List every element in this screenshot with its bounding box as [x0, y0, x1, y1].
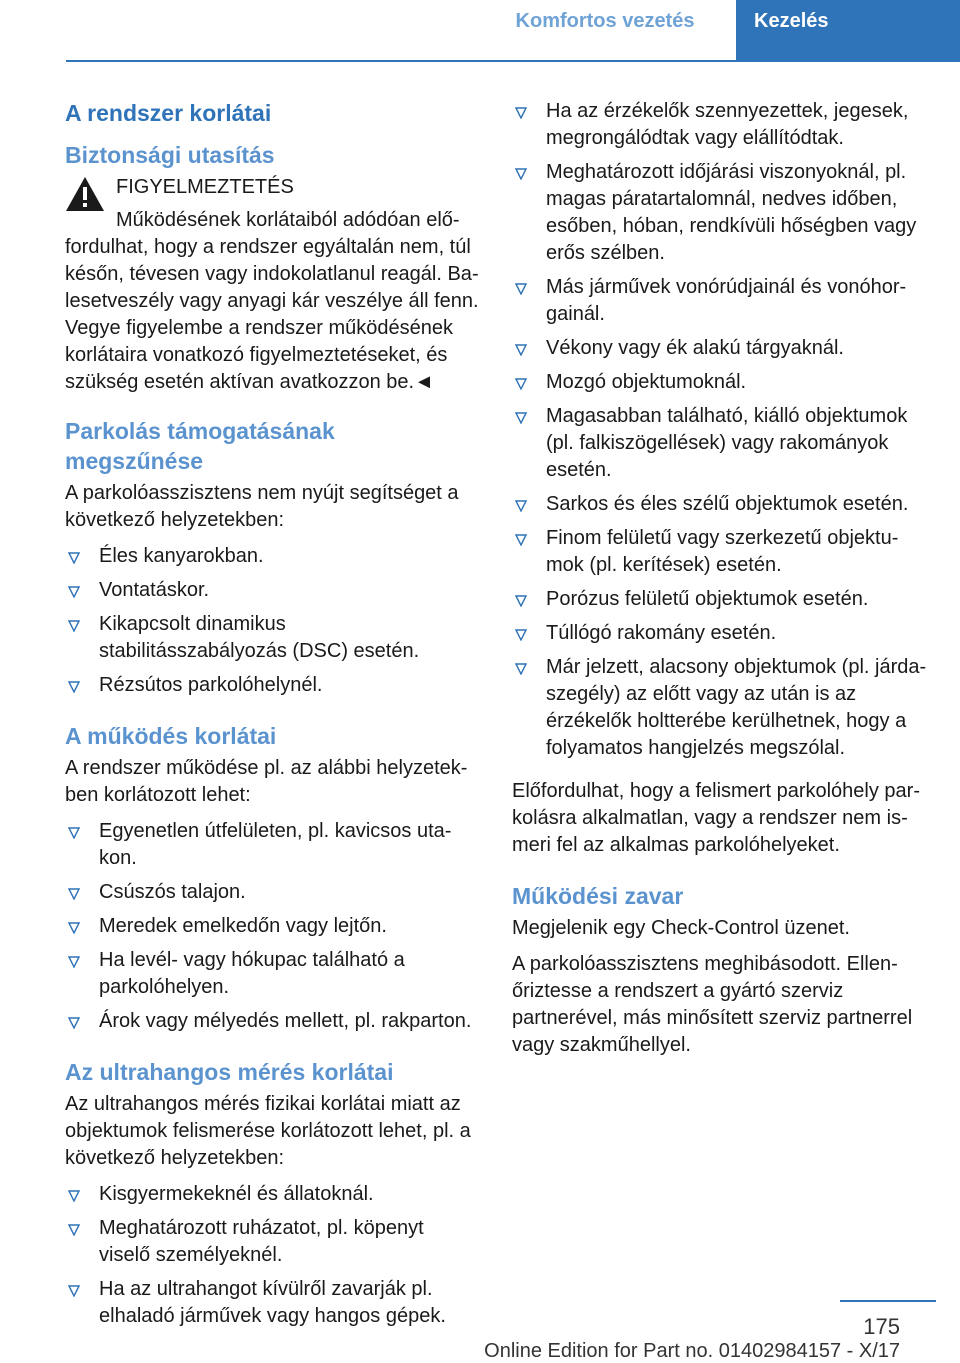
- list-item-text: Egyenetlen útfelületen, pl. kavicsos utakon.: [99, 820, 452, 869]
- bullet-triangle-icon: [68, 922, 80, 934]
- list-item-text: Meghatározott ruházatot, pl. köpenyt viselő személyeknél.: [99, 1217, 424, 1266]
- list-item: [65, 1008, 479, 1035]
- ultra-list-continued: [512, 98, 927, 762]
- list-item: [65, 913, 479, 940]
- breadcrumb-section-label: Komfortos vezetés: [515, 10, 695, 32]
- list-item: [512, 335, 927, 362]
- list-item: [65, 1215, 479, 1269]
- footer-rule: [840, 1300, 936, 1302]
- list-item-text: Meghatározott időjárási viszonyoknál, pl. magas páratartalomnál, nedves időben, esőben, hóban, rendkívüli hőségben vagy erős szélben.: [546, 161, 917, 264]
- edition-text: Online Edition for Part no. 01402984157 - X/17: [484, 1340, 900, 1362]
- list-item: [512, 525, 927, 579]
- bullet-triangle-icon: [68, 586, 80, 598]
- list-item-text: Sarkos és éles szélű objektumok esetén.: [546, 493, 909, 515]
- list-item-text: Rézsútos parkolóhelynél.: [99, 674, 323, 696]
- left-column: [65, 98, 479, 1346]
- bullet-triangle-icon: [68, 827, 80, 839]
- breadcrumb-section[interactable]: [475, 0, 735, 60]
- list-item-text: Vontatáskor.: [99, 579, 210, 601]
- list-item: [65, 577, 479, 604]
- list-item: [65, 543, 479, 570]
- ultra-heading: Az ultrahangos mérés korlátai: [65, 1059, 394, 1085]
- ultra-intro: Az ultrahangos mérés fizikai korlátai miatt az objektumok felismerése korlátozott lehet, pl. a következő helyzetekben:: [65, 1093, 471, 1169]
- list-item: [65, 611, 479, 665]
- park-list: [65, 543, 479, 699]
- list-item: [512, 586, 927, 613]
- bullet-triangle-icon: [68, 1285, 80, 1297]
- bullet-triangle-icon: [515, 168, 527, 180]
- list-item: [512, 403, 927, 484]
- list-item-text: Csúszós talajon.: [99, 881, 246, 903]
- bullet-triangle-icon: [68, 552, 80, 564]
- bullet-triangle-icon: [68, 888, 80, 900]
- park-heading: Parkolás támogatásának megszűnése: [65, 418, 335, 474]
- list-item: [65, 879, 479, 906]
- bullet-triangle-icon: [515, 412, 527, 424]
- list-item-text: Ha az ultrahangot kívülről zavarják pl. elhaladó járművek vagy hangos gépek.: [99, 1278, 446, 1327]
- bullet-triangle-icon: [515, 663, 527, 675]
- bullet-triangle-icon: [515, 595, 527, 607]
- page-title: A rendszer korlátai: [65, 100, 272, 126]
- bullet-triangle-icon: [515, 629, 527, 641]
- bullet-triangle-icon: [68, 1224, 80, 1236]
- limits-heading: A működés korlátai: [65, 723, 277, 749]
- list-item-text: Porózus felületű objektumok esetén.: [546, 588, 869, 610]
- list-item: [512, 491, 927, 518]
- bullet-triangle-icon: [68, 1190, 80, 1202]
- list-item-text: Meredek emelkedőn vagy lejtőn.: [99, 915, 387, 937]
- right-column: [512, 98, 927, 1068]
- bullet-triangle-icon: [515, 107, 527, 119]
- list-item-text: Kikapcsolt dinamikus stabilitásszabályozás (DSC) esetén.: [99, 613, 420, 662]
- list-item-text: Finom felületű vagy szerkezetű objektumok (pl. kerítések) esetén.: [546, 527, 899, 576]
- ultra-list: [65, 1181, 479, 1330]
- fault-paragraph-2: A parkolóasszisztens meghibásodott. Ellenőriztesse a rendszert a gyártó szerviz partnerével, más minősített szerviz partnerrel vagy szakműhellyel.: [512, 953, 913, 1056]
- chapter-tab-label: Kezelés: [754, 10, 829, 32]
- list-item: [512, 159, 927, 267]
- warning-triangle-icon: [65, 176, 105, 212]
- park-intro: A parkolóasszisztens nem nyújt segítséget a következő helyzetekben:: [65, 482, 459, 531]
- warning-block: [65, 174, 479, 396]
- fault-heading: Működési zavar: [512, 883, 684, 909]
- list-item: [512, 620, 927, 647]
- list-item: [512, 654, 927, 762]
- safety-heading: Biztonsági utasítás: [65, 142, 275, 168]
- limits-list: [65, 818, 479, 1035]
- list-item: [65, 818, 479, 872]
- list-item-text: Magasabban található, kiálló objektumok (pl. falkiszögellések) vagy rakományok esetén.: [546, 405, 908, 481]
- list-item-text: Éles kanyarokban.: [99, 545, 264, 567]
- list-item-text: Vékony vagy ék alakú tárgyaknál.: [546, 337, 844, 359]
- bullet-triangle-icon: [68, 956, 80, 968]
- warning-label: FIGYELMEZTETÉS: [116, 176, 294, 198]
- warning-text: Működésének korlátaiból adódóan előfordulhat, hogy a rendszer egyáltalán nem, túl későn, tévesen vagy indokolatlanul reagál. Balesetveszély vagy anyagi kár veszélye áll fenn. Vegye figyelembe a rendszer működésének korlátaira vonatkozó figyelmeztetéseket, és szükség esetén aktívan avatkozzon be.◄: [65, 209, 479, 393]
- list-item: [512, 98, 927, 152]
- list-item: [65, 947, 479, 1001]
- list-item-text: Mozgó objektumoknál.: [546, 371, 747, 393]
- fault-paragraph-1: Megjelenik egy Check-Control üzenet.: [512, 917, 850, 939]
- bullet-triangle-icon: [515, 378, 527, 390]
- page-number: 175: [863, 1314, 900, 1339]
- bullet-triangle-icon: [68, 1017, 80, 1029]
- list-item-text: Már jelzett, alacsony objektumok (pl. járdaszegély) az előtt vagy az után is az érzékelők holtterébe kerülhetnek, hogy a folyamatos hangjelzés megszólal.: [546, 656, 927, 759]
- list-item: [512, 369, 927, 396]
- bullet-triangle-icon: [515, 534, 527, 546]
- bullet-triangle-icon: [515, 344, 527, 356]
- list-item: [65, 1181, 479, 1208]
- list-item: [65, 1276, 479, 1330]
- list-item: [512, 274, 927, 328]
- list-item-text: Más járművek vonórúdjainál és vonóhorgainál.: [546, 276, 907, 325]
- list-item-text: Túllógó rakomány esetén.: [546, 622, 777, 644]
- note-paragraph: Előfordulhat, hogy a felismert parkolóhely parkolásra alkalmatlan, vagy a rendszer nem ismeri fel az alkalmas parkolóhelyeket.: [512, 780, 920, 856]
- list-item-text: Kisgyermekeknél és állatoknál.: [99, 1183, 374, 1205]
- bullet-triangle-icon: [515, 283, 527, 295]
- chapter-tab[interactable]: [736, 0, 960, 62]
- list-item: [65, 672, 479, 699]
- bullet-triangle-icon: [68, 620, 80, 632]
- list-item-text: Ha az érzékelők szennyezettek, jegesek, megrongálódtak vagy elállítódtak.: [546, 100, 909, 149]
- bullet-triangle-icon: [515, 500, 527, 512]
- list-item-text: Árok vagy mélyedés mellett, pl. rakparton.: [99, 1010, 472, 1032]
- limits-intro: A rendszer működése pl. az alábbi helyzetekben korlátozott lehet:: [65, 757, 468, 806]
- bullet-triangle-icon: [68, 681, 80, 693]
- list-item-text: Ha levél- vagy hókupac található a parkolóhelyen.: [99, 949, 405, 998]
